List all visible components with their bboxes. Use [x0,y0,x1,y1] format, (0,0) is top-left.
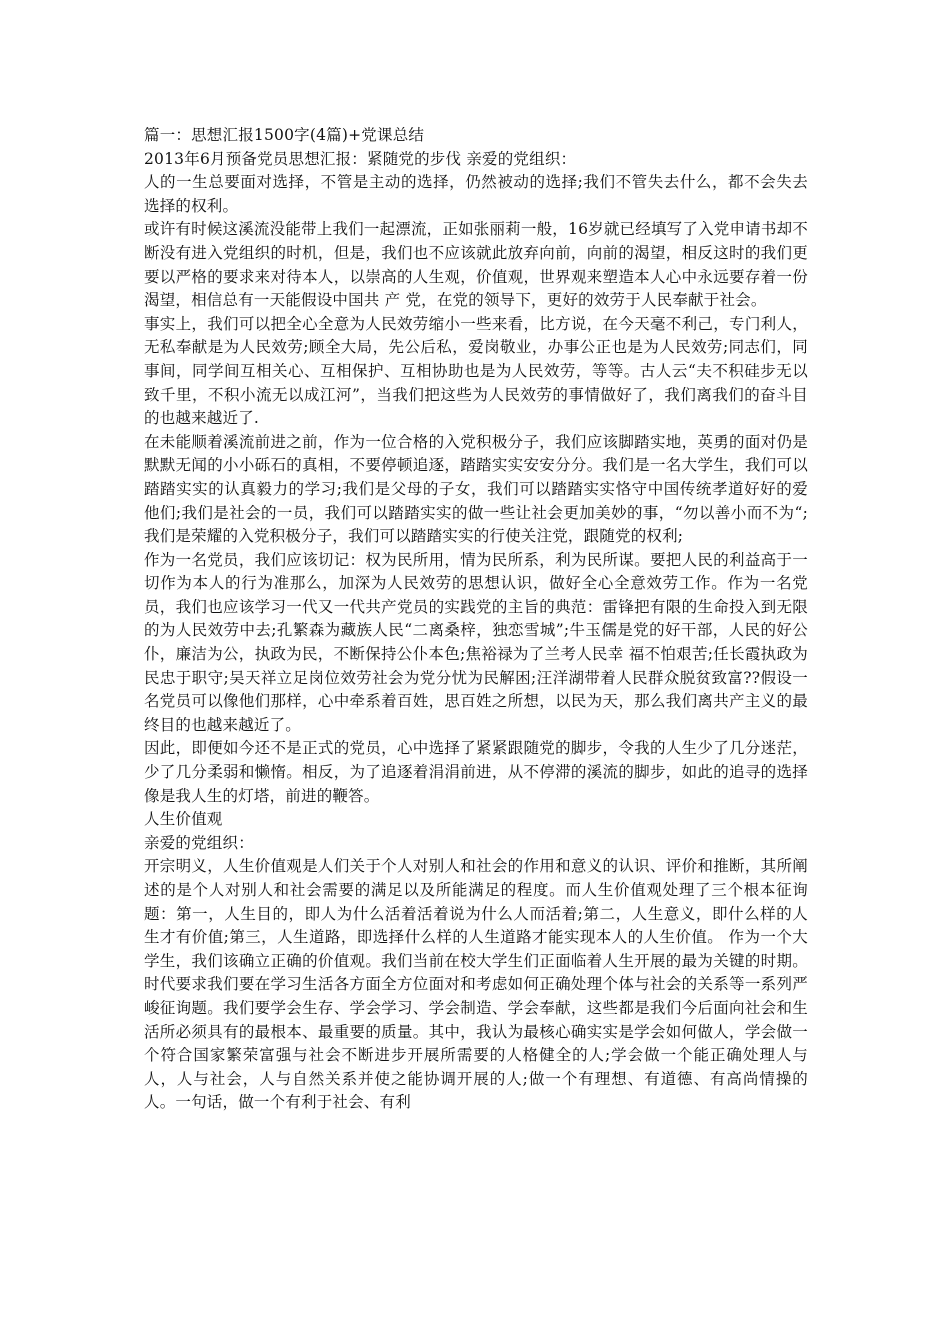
paragraph: 人的一生总要面对选择，不管是主动的选择，仍然被动的选择;我们不管失去什么，都不会失去选择的权利。 [144,173,808,215]
paragraph: 事实上，我们可以把全心全意为人民效劳缩小一些来看，比方说，在今天毫不利己，专门利人，无私奉献是为人民效劳;顾全大局，先公后私，爱岗敬业，办事公正也是为人民效劳;同志们，同事间，同学间互相关心、互相保护、互相协助也是为人民效劳，等等。古人云“夫不积硅步无以致千里，不积小流无以成江河”，当我们把这些为人民效劳的事情做好了，我们离我们的奋斗目的也越来越近了. [144,314,808,428]
paragraph: 在未能顺着溪流前进之前，作为一位合格的入党积极分子，我们应该脚踏实地，英勇的面对仍是默默无闻的小小砾石的真相，不要停顿追逐，踏踏实实安安分分。我们是一名大学生，我们可以踏踏实实的认真毅力的学习;我们是父母的子女，我们可以踏踏实实恪守中国传统孝道好好的爱他们;我们是社会的一员，我们可以踏踏实实的做一些让社会更加美妙的事，“勿以善小而不为“;我们是荣耀的入党积极分子，我们可以踏踏实实的行使关注党，跟随党的权利; [144,432,808,546]
document-body [144,124,808,1115]
report-heading-line: 2013年6月预备党员思想汇报：紧随党的步伐 亲爱的党组织： [144,149,577,168]
paragraph: 开宗明义，人生价值观是人们关于个人对别人和社会的作用和意义的认识、评价和推断，其所阐述的是个人对别人和社会需要的满足以及所能满足的程度。而人生价值观处理了三个根本征询题：第一，人生目的，即人为什么活着活着说为什么人而活着;第二，人生意义，即什么样的人生才有价值;第三，人生道路，即选择什么样的人生道路才能实现本人的人生价值。 作为一个大学生，我们该确立正确的价值观。我们当前在校大学生们正面临着人生开展的最为关键的时期。时代要求我们要在学习生活各方面全方位面对和考虑如何正确处理个体与社会的关系等一系列严峻征询题。我们要学会生存、学会学习、学会制造、学会奉献，这些都是我们今后面向社会和生活所必须具有的最根本、最重要的质量。其中，我认为最核心确实实是学会如何做人，学会做一个符合国家繁荣富强与社会不断进步开展所需要的人格健全的人;学会做一个能正确处理人与人，人与社会，人与自然关系并使之能协调开展的人;做一个有理想、有道德、有高尚情操的人。一句话，做一个有利于社会、有利 [144,857,808,1112]
salutation: 亲爱的党组织： [144,833,254,852]
paragraph: 作为一名党员，我们应该切记：权为民所用，情为民所系，利为民所谋。要把人民的利益高于一切作为本人的行为准那么，加深为人民效劳的思想认识，做好全心全意效劳工作。作为一名党员，我们也应该学习一代又一代共产党员的实践党的主旨的典范：雷锋把有限的生命投入到无限的为人民效劳中去;孔繁森为藏族人民“二离桑梓，独恋雪城”;牛玉儒是党的好干部，人民的好公仆，廉洁为公，执政为民，不断保持公仆本色;焦裕禄为了兰考人民幸 福不怕艰苦;任长霞执政为民忠于职守;吴天祥立足岗位效劳社会为党分忧为民解困;汪洋湖带着人民群众脱贫致富??假设一名党员可以像他们那样，心中牵系着百姓，思百姓之所想，以民为天，那么我们离共产主义的最终目的也越来越近了。 [144,550,808,734]
paragraph: 或许有时候这溪流没能带上我们一起漂流，正如张丽莉一般，16岁就已经填写了入党申请书却不断没有进入党组织的时机，但是，我们也不应该就此放弃向前，向前的渴望，相反这时的我们更要以严格的要求来对待本人，以崇高的人生观，价值观，世界观来塑造本人心中永远要存着一份渴望，相信总有一天能假设中国共 产 党，在党的领导下，更好的效劳于人民奉献于社会。 [144,220,808,310]
paragraph: 因此，即便如今还不是正式的党员，心中选择了紧紧跟随党的脚步，令我的人生少了几分迷茫，少了几分柔弱和懒惰。相反，为了追逐着涓涓前进，从不停滞的溪流的脚步，如此的追寻的选择像是我人生的灯塔，前进的鞭答。 [144,739,808,805]
document-title-line: 篇一：思想汇报1500字(4篇)+党课总结 [144,126,425,144]
section-heading: 人生价值观 [144,810,223,829]
